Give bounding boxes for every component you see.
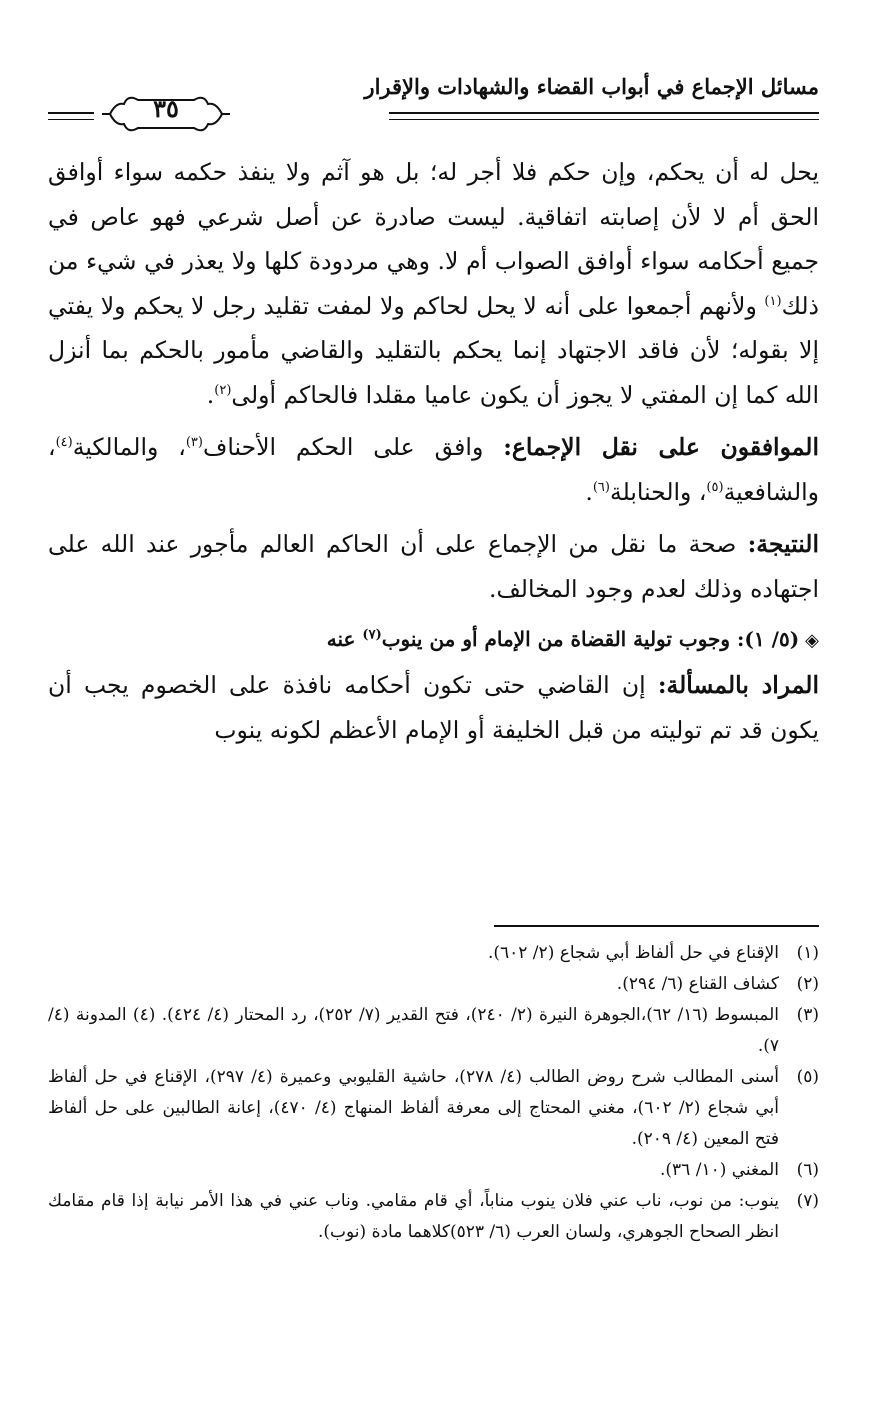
footnote-item [48,1155,819,1186]
footnote-number: (٢) [796,974,819,994]
meaning-heading: المراد بالمسألة: [657,671,819,699]
section-title: عنه [326,627,363,651]
result-heading: النتيجة: [747,530,819,558]
page-header [48,74,819,134]
running-title: مسائل الإجماع في أبواب القضاء والشهادات والإقرار [364,74,819,99]
footnote-ref[interactable]: (٤) [55,435,73,451]
footnote-ref[interactable]: (١) [764,293,782,309]
footnote-text: المبسوط (١٦/ ٦٢)،الجوهرة النيرة (٢/ ٢٤٠)، فتح القدير (٧/ ٢٥٢)، رد المحتار (٤/ ٤٢٤). (٤) المدونة (٤/ ٧). [48,1005,780,1056]
footnote-item [48,938,819,969]
text-line: . [206,380,215,409]
footnote-ref[interactable]: (٢) [214,382,232,398]
header-rule-left [48,112,94,120]
paragraph-agreeing [48,425,819,514]
text-line: الاجتهاد إنما يحكم بالتقليد والقاضي مأمور بالحكم بما أنزل الله كما إن [48,336,819,409]
footnote-text: الإقناع في حل ألفاظ أبي شجاع (٢/ ٦٠٢). [487,943,779,963]
footnote-text: أسنى المطالب شرح روض الطالب (٤/ ٢٧٨)، حاشية القليوبي وعميرة (٤/ ٢٩٧)، الإقناع في حل ألفاظ أبي شجاع (٢/ ٦٠٢)، مغني المحتاج إلى معرفة ألفاظ المنهاج (٤/ ٤٧٠)، إعانة الطالبين على حل ألفاظ فتح المعين (٤/ ٢٠٩). [48,1067,779,1149]
main-text [48,150,819,752]
text-line: فهو عاص في جميع أحكامه سواء أوافق الصواب أم لا. وهي مردودة [48,202,819,275]
section-number: (٥/ ١): [737,627,800,651]
text-line: يحل له أن يحكم، وإن حكم فلا أجر له؛ بل هو آثم ولا ينفذ حكمه [173,158,819,186]
section-title: وجوب تولية القضاة من الإمام أو من ينوب [381,627,738,651]
paragraph-ruling [48,150,819,417]
footnote-text: المغني (١٠/ ٣٦). [660,1160,779,1180]
footnote-number: (٦) [796,1160,819,1180]
footnote-text: كشاف القناع (٦/ ٢٩٤). [616,974,779,994]
text-span: وافق على الحكم الأحناف [202,433,504,461]
footnote-ref[interactable]: (٦) [592,479,610,495]
diamond-bullet-icon: ◈ [805,630,819,651]
text-span: . [585,477,593,506]
agreeing-heading: الموافقون على نقل الإجماع: [503,433,819,461]
footnote-ref[interactable]: (٥) [706,479,724,495]
text-span: ، والحنابلة [609,477,707,506]
text-span: صحة ما نقل من الإجماع على أن الحاكم العالم مأجور عند الله على اجتهاده وذلك لعدم وجود المخالف. [48,530,819,603]
text-span: ، والمالكية [72,433,186,461]
text-line: المفتي لا يجوز أن يكون عاميا مقلدا فالحاكم أولى [231,380,707,409]
footnote-number: (٥) [796,1067,819,1087]
footnote-text: ينوب: من نوب، ناب عني فلان ينوب مناباً، أي قام مقامي. وناب عني في هذا الأمر نيابة إذا قام مقامك انظر الصحاح الجوهري، ولسان العرب (٦/ ٥٢٣)كلاهما مادة (نوب). [48,1191,779,1242]
footnote-item [48,1062,819,1155]
section-heading [48,617,819,663]
text-line: كلها ولا يعذر في شيء من ذلك [48,247,819,320]
footnote-ref[interactable]: (٣) [185,435,203,451]
footnote-item [48,969,819,1000]
footnote-ref[interactable]: (٧) [362,627,382,643]
text-line: ولأنهم أجمعوا على أنه لا يحل [476,291,765,320]
paragraph-meaning [48,663,819,752]
text-span: إن القاضي حتى تكون أحكامه نافذة على الخصوم يجب أن يكون قد تم توليته من قبل الخليفة أو الإمام الأعظم لكونه ينوب [48,671,819,744]
footnote-number: (٣) [796,1005,819,1025]
page-number-frame [102,92,230,132]
paragraph-result [48,522,819,611]
text-line: سواء أوافق الحق أم لا لأن إصابته اتفاقية. ليست صادرة عن أصل شرعي [48,158,819,231]
page-number: ٣٥ [153,94,179,123]
footnote-item [48,1000,819,1062]
footnote-number: (١) [796,943,819,963]
footnote-item [48,1186,819,1248]
footnotes [48,938,819,1248]
footnote-separator [494,925,819,927]
header-rule-right [389,112,819,120]
footnote-number: (٧) [796,1191,819,1211]
text-line: لحاكم ولا لمفت تقليد رجل لا يحكم ولا يفتي إلا بقوله؛ لأن فاقد [48,291,819,364]
text-span: ، والشافعية [48,433,819,506]
